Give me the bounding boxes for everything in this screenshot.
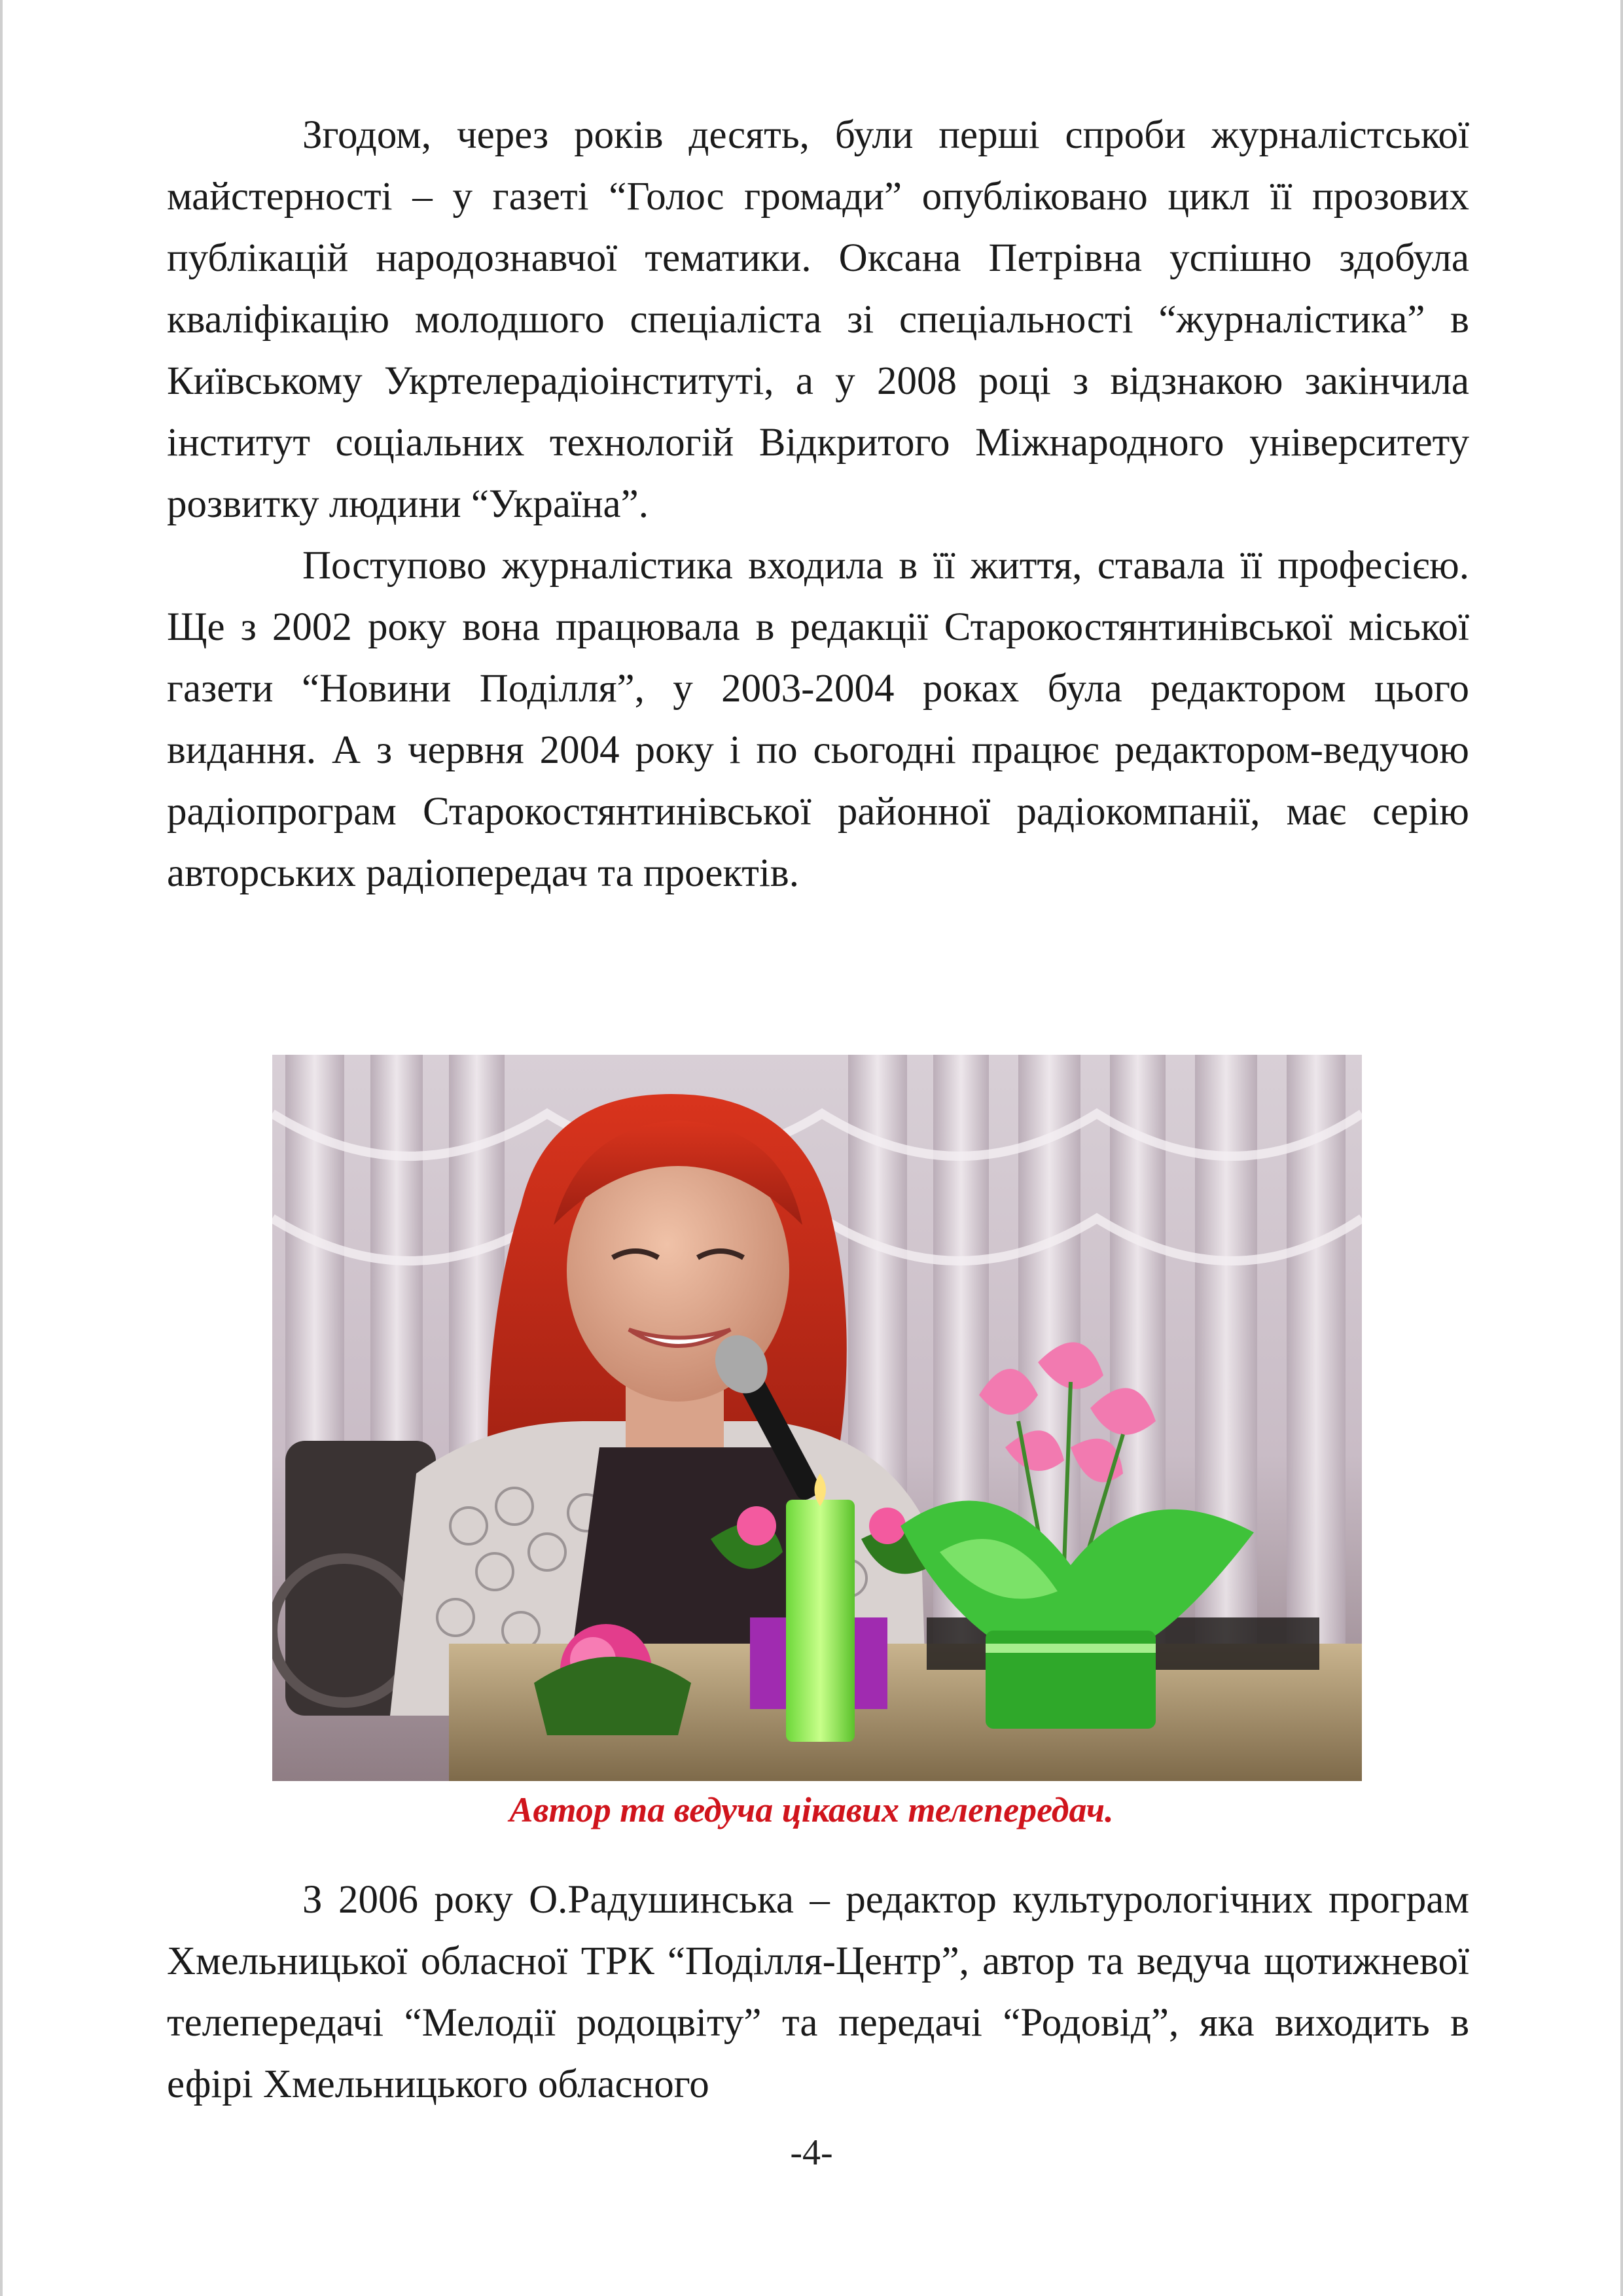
- page-border-left: [0, 0, 3, 2296]
- paragraph: Поступово журналістика входила в її життя, ставала її професією. Ще з 2002 року вона працювала в редакції Старокостянтинівської міської газети “Новини Поділля”, у 2003-2004 роках була редактором цього видання. А з червня 2004 року і по сьогодні працює редактором-ведучою радіопрограм Старокостянтинівської районної радіокомпанії, має серію авторських радіопередач та проектів.: [167, 544, 1469, 895]
- text-block-bottom: [167, 1869, 1469, 2115]
- page-number: -4-: [790, 2132, 833, 2173]
- page-border-right: [1620, 0, 1623, 2296]
- paragraph: Згодом, через років десять, були перші спроби журналістської майстерності – у газеті “Голос громади” опубліковано цикл її прозових публікацій народознавчої тематики. Оксана Петрівна успішно здобула кваліфікацію молодшого спеціаліста зі спеціальності “журналістика” в Київському Укртелерадіоінституті, а у 2008 році з відзнакою закінчила інститут соціальних технологій Відкритого Міжнародного університету розвитку людини “Україна”.: [167, 113, 1469, 526]
- text-block-top: [167, 105, 1469, 904]
- photo-caption: Автор та ведуча цікавих телепередач.: [509, 1790, 1114, 1829]
- paragraph: З 2006 року О.Радушинська – редактор культурологічних програм Хмельницької обласної ТРК “Поділля-Центр”, автор та ведуча щотижневої телепередачі “Мелодії родоцвіту” та передачі “Родовід”, яка виходить в ефірі Хмельницького обласного: [167, 1878, 1469, 2106]
- photo-presenter-with-microphone: [272, 1055, 1362, 1781]
